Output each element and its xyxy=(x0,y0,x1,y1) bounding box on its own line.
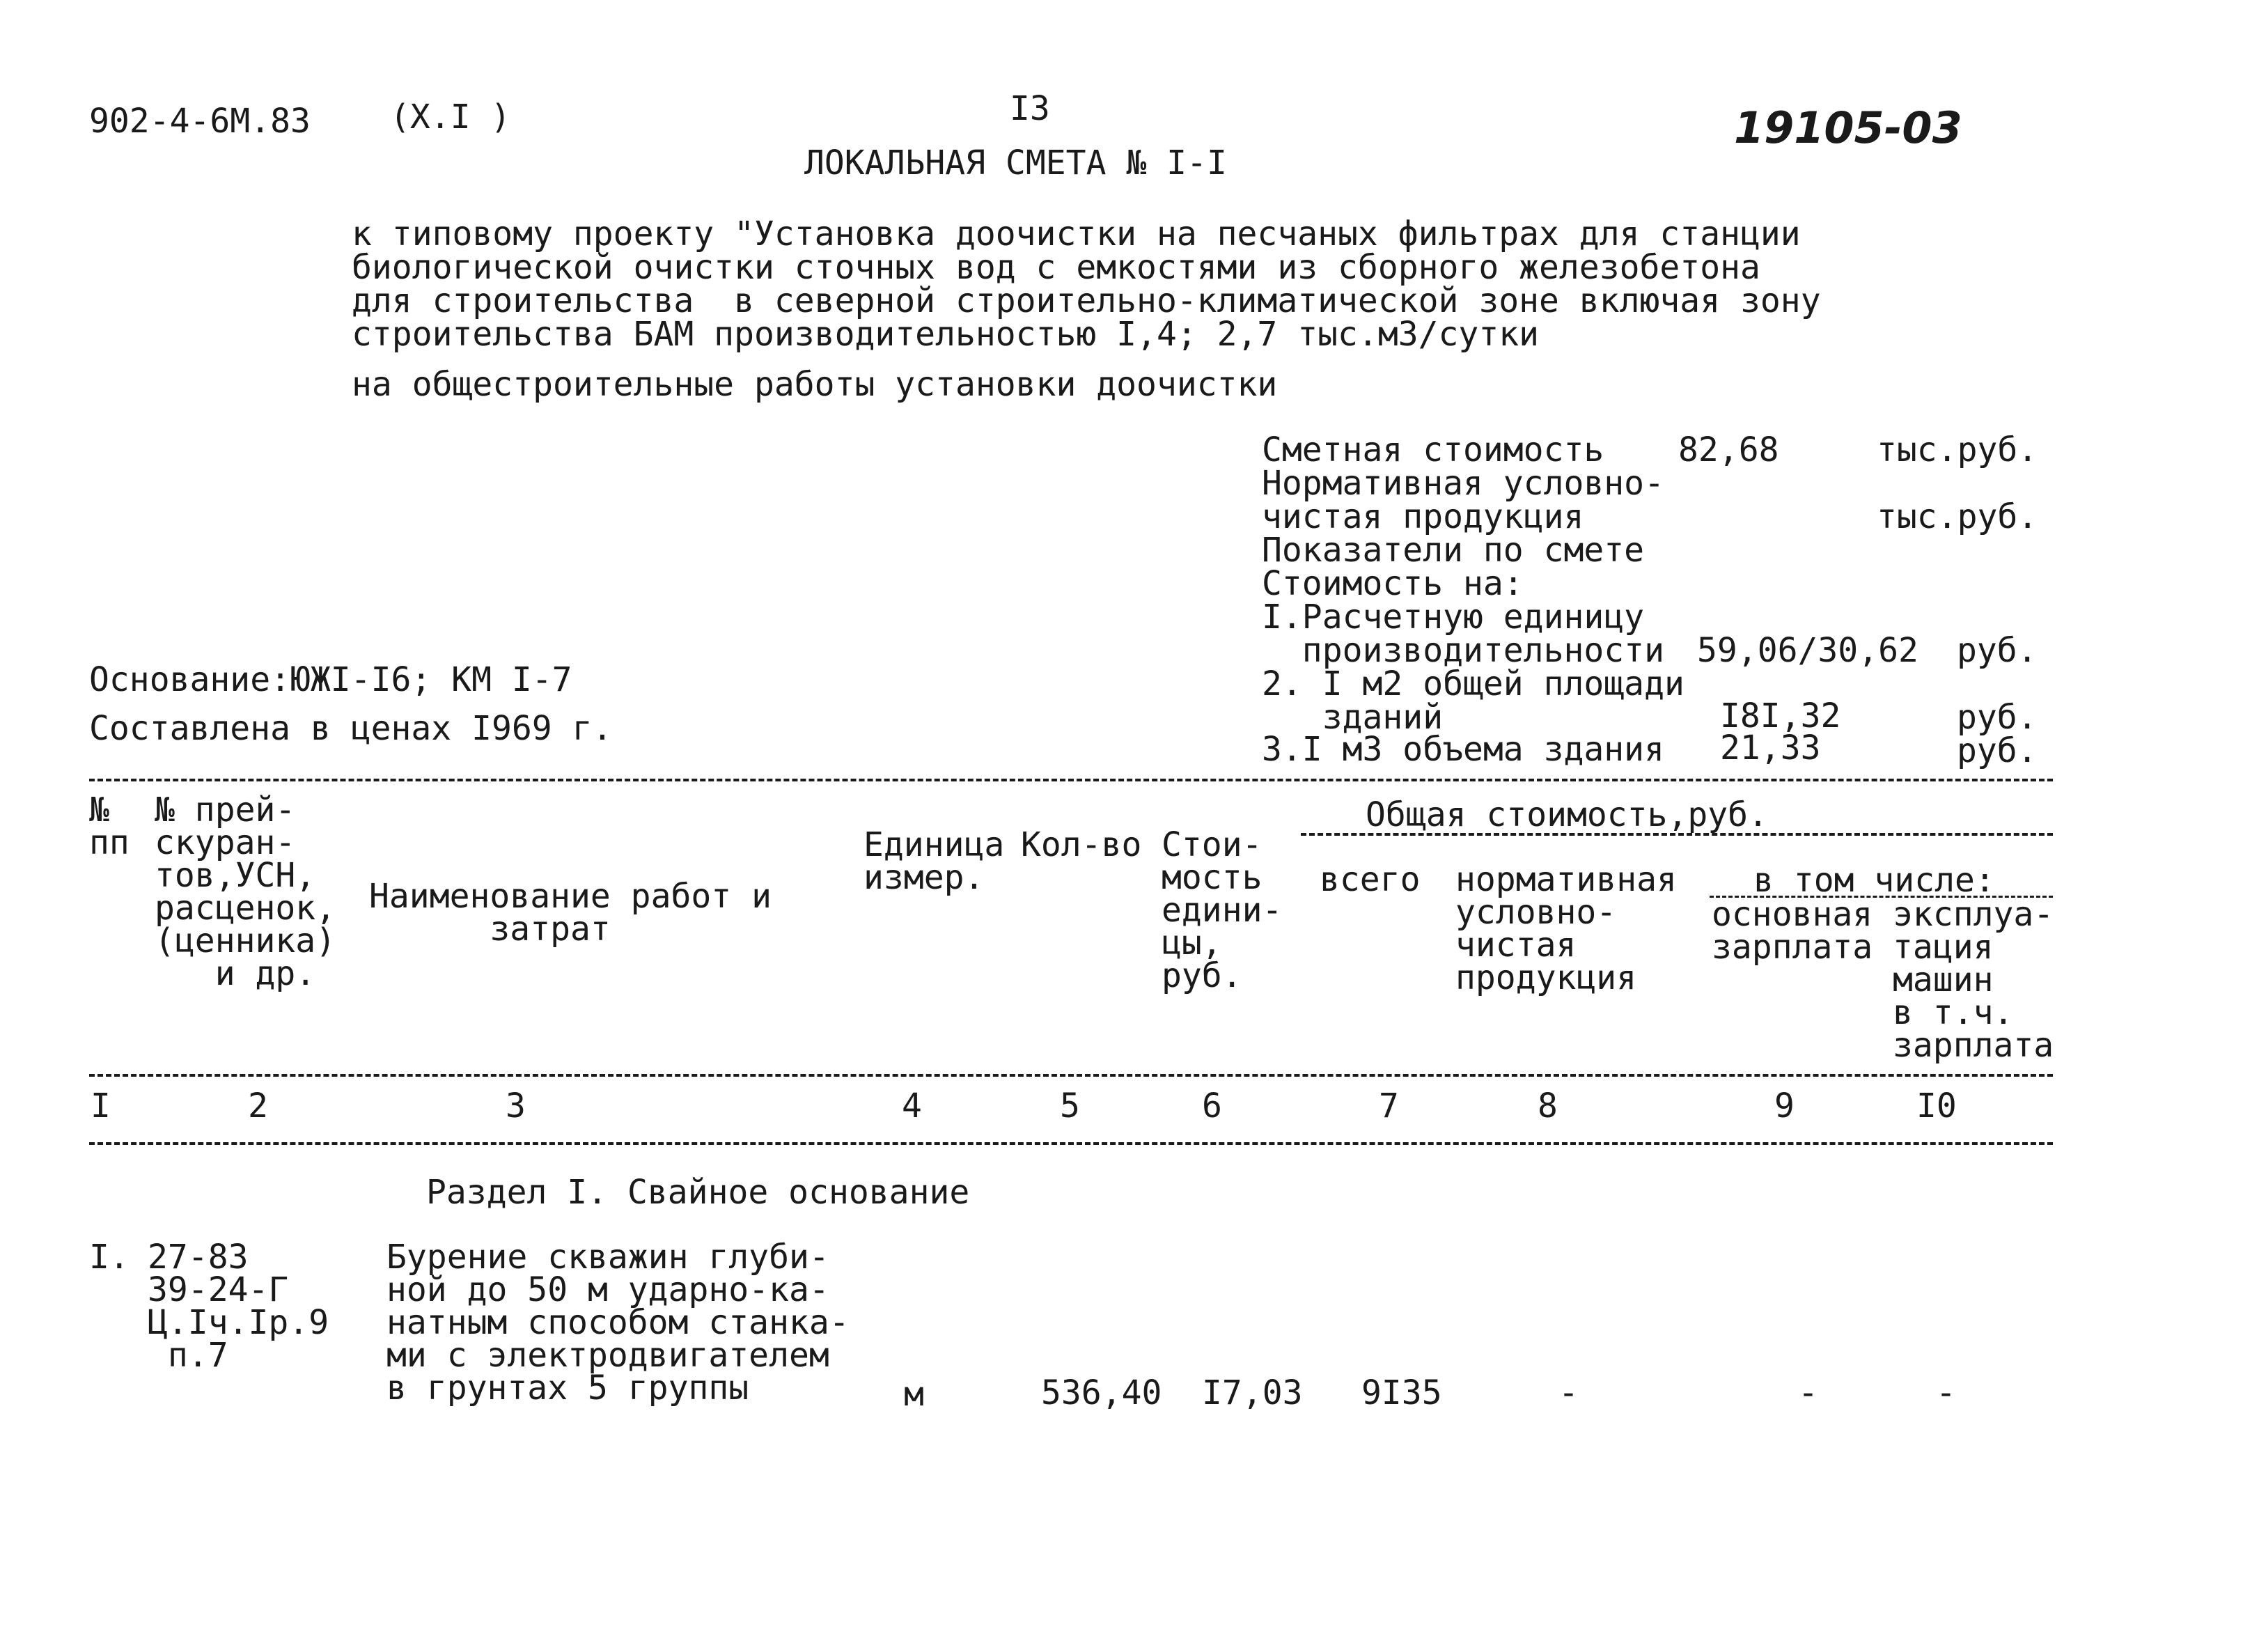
indicator-2-label: 2. I м2 общей площади xyxy=(1262,664,1685,703)
column-number-rule xyxy=(89,1142,2053,1145)
row-number: I. xyxy=(89,1238,130,1277)
column-number: 6 xyxy=(1202,1086,1222,1125)
col-header-row-number: № пп xyxy=(89,790,130,862)
col-header-work-name: Наименование работ и затрат xyxy=(369,877,772,949)
row-quantity: 536,40 xyxy=(1041,1373,1162,1412)
row-machine-operation: - xyxy=(1936,1373,1956,1412)
indicator-3-unit: руб. xyxy=(1957,731,2038,770)
col-header-quantity: Кол-во xyxy=(1021,825,1142,864)
section-title: Раздел I. Свайное основание xyxy=(426,1173,970,1212)
indicator-1-label: производительности xyxy=(1262,631,1664,670)
indicator-1-unit: руб. xyxy=(1957,631,2038,670)
indicator-2-label: зданий xyxy=(1262,698,1444,737)
document-code: 902-4-6М.83 xyxy=(89,102,311,141)
row-price-code: 27-83 39-24-Г Ц.Iч.Iр.9 п.7 xyxy=(148,1238,329,1375)
indicator-2-unit: руб. xyxy=(1957,698,2038,737)
col-header-unit-cost: Стои- мость едини- цы, руб. xyxy=(1162,825,1283,995)
row-normative: - xyxy=(1558,1373,1579,1412)
column-number: 4 xyxy=(902,1086,922,1125)
indicator-1-value: 59,06/30,62 xyxy=(1697,631,1918,670)
indicator-2-value: I8I,32 xyxy=(1720,696,1841,735)
normative-label: Нормативная условно- xyxy=(1262,464,1664,503)
page-number: I3 xyxy=(1010,89,1050,128)
normative-label: чистая продукция xyxy=(1262,497,1584,536)
column-number: 2 xyxy=(248,1086,268,1125)
row-total: 9I35 xyxy=(1361,1373,1442,1412)
col-header-base-wages: основная зарплата xyxy=(1712,895,1873,967)
indicators-label: Показатели по смете xyxy=(1262,531,1645,570)
estimated-cost-value: 82,68 xyxy=(1678,430,1779,469)
col-header-machine-operation: эксплуа- тация машин в т.ч. зарплата xyxy=(1893,895,2054,1065)
col-group-including: в том числе: xyxy=(1753,861,1995,900)
archive-number: 19105-03 xyxy=(1734,102,1962,153)
intro-line: биологической очистки сточных вод с емкостями из сборного железобетона xyxy=(352,248,1760,287)
col-group-total-cost: Общая стоимость,руб. xyxy=(1361,798,1772,832)
prices-year-text: Составлена в ценах I969 г. xyxy=(89,709,613,748)
table-top-rule xyxy=(89,779,2053,781)
indicator-3-value: 21,33 xyxy=(1720,728,1821,767)
indicator-1-label: I.Расчетную единицу xyxy=(1262,598,1645,637)
estimate-subject: на общестроительные работы установки доочистки xyxy=(352,365,1278,404)
row-unit-cost: I7,03 xyxy=(1202,1373,1303,1412)
estimated-cost-label: Сметная стоимость xyxy=(1262,430,1604,469)
normative-unit: тыс.руб. xyxy=(1877,497,2038,536)
col-header-total: всего xyxy=(1320,860,1421,899)
column-number: 9 xyxy=(1774,1086,1795,1125)
row-base-wages: - xyxy=(1798,1373,1818,1412)
intro-line: строительства БАМ производительностью I,4; 2,7 тыс.м3/сутки xyxy=(352,315,1540,354)
intro-line: к типовому проекту "Установка доочистки на песчаных фильтрах для станции xyxy=(352,215,1801,254)
col-header-unit: Единица измер. xyxy=(863,825,1005,897)
basis-text: Основание:ЮЖI-I6; КМ I-7 xyxy=(89,660,572,699)
column-number: I0 xyxy=(1916,1086,1957,1125)
indicator-3-label: 3.I м3 объема здания xyxy=(1262,730,1664,769)
row-unit: м xyxy=(904,1375,924,1414)
col-header-normative: нормативная условно- чистая продукция xyxy=(1455,860,1677,997)
column-number: I xyxy=(91,1086,111,1125)
column-number: 5 xyxy=(1060,1086,1080,1125)
col-header-price-list: № прей- скуран- тов,УСН, расценок, (ценника) и др. xyxy=(155,790,336,993)
cost-for-label: Стоимость на: xyxy=(1262,564,1524,603)
column-number: 8 xyxy=(1538,1086,1558,1125)
intro-line: для строительства в северной строительно-климатической зоне включая зону xyxy=(352,281,1821,320)
column-number: 3 xyxy=(506,1086,526,1125)
estimated-cost-unit: тыс.руб. xyxy=(1877,430,2038,469)
document-title: ЛОКАЛЬНАЯ СМЕТА № I-I xyxy=(804,143,1227,182)
header-bottom-rule xyxy=(89,1074,2053,1077)
column-number: 7 xyxy=(1379,1086,1399,1125)
sheet-reference: (Х.I ) xyxy=(390,98,511,137)
row-work-name: Бурение скважин глуби- ной до 50 м ударно-ка- натным способом станка- ми с электродвигателем в грунтах 5 группы xyxy=(386,1238,850,1408)
